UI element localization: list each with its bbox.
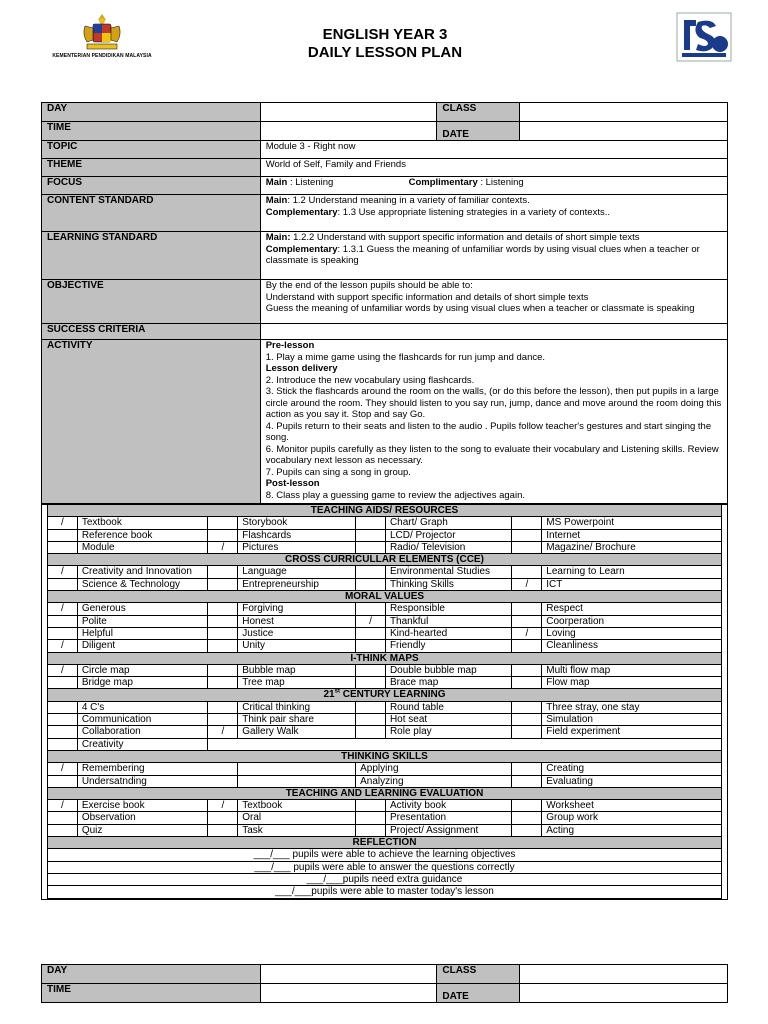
ministry-crest <box>52 12 152 62</box>
checklist-item-label: 4 C's <box>77 701 208 713</box>
century-title-text: CENTURY LEARNING <box>339 689 446 701</box>
checklist-item-label: Creating <box>542 763 722 775</box>
checkbox-cell[interactable] <box>356 726 386 738</box>
checkbox-cell[interactable] <box>356 517 386 529</box>
checkbox-cell[interactable]: / <box>208 800 238 812</box>
checkbox-cell[interactable] <box>356 714 386 726</box>
activity-step: 4. Pupils return to their seats and listen to the audio . Pupils follow teacher's gestures and start singing the song. <box>265 420 712 443</box>
empty-cell <box>208 738 722 750</box>
checklist-row <box>48 517 722 529</box>
theme-value: World of Self, Family and Friends <box>260 159 727 177</box>
checklist-row <box>48 640 722 652</box>
checklist-item-label: Remembering <box>77 763 237 775</box>
day-label: DAY <box>42 103 261 122</box>
checkbox-cell[interactable] <box>356 824 386 836</box>
checklist-item-label: Undersatnding <box>77 775 237 787</box>
activity-value <box>260 340 727 505</box>
content-standard-value <box>260 195 727 232</box>
focus-main-label: Main <box>265 177 288 188</box>
checkbox-cell[interactable] <box>48 529 78 541</box>
checklist-item-label: Tree map <box>238 677 356 689</box>
objective-value <box>260 280 727 324</box>
next-lesson-info-table <box>41 964 728 1003</box>
checklist-item-label: Gallery Walk <box>238 726 356 738</box>
time-label: TIME <box>42 984 261 1003</box>
checklist-item-label: Flow map <box>542 677 722 689</box>
checklist-item-label: Polite <box>77 615 208 627</box>
day-value <box>260 965 437 984</box>
checkbox-cell[interactable] <box>512 701 542 713</box>
checklist-row <box>48 824 722 836</box>
checkbox-cell[interactable] <box>512 775 542 787</box>
checklist-item-label: Friendly <box>385 640 512 652</box>
checklist-item-label: Communication <box>77 714 208 726</box>
checklist-item-label: Magazine/ Brochure <box>542 541 722 553</box>
activity-step: 7. Pupils can sing a song in group. <box>265 466 411 478</box>
topic-label: TOPIC <box>42 141 261 159</box>
checkbox-cell[interactable] <box>208 824 238 836</box>
checklist-item-label: Role play <box>385 726 512 738</box>
page-header <box>0 0 768 100</box>
checkbox-cell[interactable] <box>48 541 78 553</box>
checklist-item-label: Think pair share <box>238 714 356 726</box>
reflection-row <box>48 886 722 898</box>
class-label: CLASS <box>437 965 520 984</box>
learning-standard-label: LEARNING STANDARD <box>42 232 261 280</box>
checklist-item-label: Science & Technology <box>77 578 208 590</box>
section-title-reflection: REFLECTION <box>48 837 722 849</box>
checklist-item-label: Honest <box>238 615 356 627</box>
checklist-row <box>48 578 722 590</box>
section-title-teaching-aids: TEACHING AIDS/ RESOURCES <box>48 505 722 517</box>
reflection-line[interactable]: ___/___pupils were able to master today's lesson <box>48 886 722 898</box>
checkbox-cell[interactable] <box>512 517 542 529</box>
date-label: DATE <box>437 122 520 141</box>
reflection-line[interactable]: ___/___ pupils were able to achieve the learning objectives <box>48 849 722 861</box>
coat-of-arms-icon <box>79 12 125 52</box>
time-value <box>260 122 437 141</box>
checkbox-cell[interactable]: / <box>48 566 78 578</box>
checklist-item-label: Double bubble map <box>385 664 512 676</box>
checklist-item-label: Applying <box>356 763 512 775</box>
checklist-item-label: Oral <box>238 812 356 824</box>
checklist-item-label: Worksheet <box>542 800 722 812</box>
checkbox-cell[interactable] <box>356 664 386 676</box>
checkbox-cell[interactable] <box>512 615 542 627</box>
checklist-item-label: Module <box>77 541 208 553</box>
checkbox-cell[interactable]: / <box>356 615 386 627</box>
focus-value <box>260 177 727 195</box>
century-title-suffix: st <box>334 689 340 696</box>
checklist-item-label: Bubble map <box>238 664 356 676</box>
checkbox-cell[interactable]: / <box>48 640 78 652</box>
checkbox-cell[interactable] <box>208 677 238 689</box>
checklist-item-label: Chart/ Graph <box>385 517 512 529</box>
checkbox-cell[interactable] <box>208 603 238 615</box>
ministry-name: KEMENTERIAN PENDIDIKAN MALAYSIA <box>52 53 152 59</box>
checklist-item-label: Multi flow map <box>542 664 722 676</box>
checklist-item-label: Helpful <box>77 627 208 639</box>
date-value <box>520 984 728 1003</box>
checkbox-cell[interactable]: / <box>48 763 78 775</box>
checkbox-cell[interactable] <box>356 800 386 812</box>
checkbox-cell[interactable] <box>356 677 386 689</box>
checkbox-cell[interactable] <box>512 763 542 775</box>
reflection-row <box>48 873 722 885</box>
checklist-item-label: Activity book <box>385 800 512 812</box>
checklist-table <box>47 504 722 899</box>
section-title-ithink-maps: I-THINK MAPS <box>48 652 722 664</box>
activity-step: 1. Play a mime game using the flashcards for run jump and dance. <box>265 351 546 363</box>
checklist-item-label: Textbook <box>238 800 356 812</box>
activity-step: 3. Stick the flashcards around the room on the walls, (or do this before the lesson), then put pupils in a large circle around the room. They should listen to you say run, jump, dance and move around the room doing this action as you say it. Stop and say Go. <box>265 386 722 420</box>
class-label: CLASS <box>437 103 520 122</box>
checkbox-cell[interactable] <box>48 775 78 787</box>
checklist-item-label: Pictures <box>238 541 356 553</box>
checkbox-cell[interactable] <box>48 627 78 639</box>
checkbox-cell[interactable]: / <box>48 800 78 812</box>
checklist-item-label: Learning to Learn <box>542 566 722 578</box>
learning-comp-label: Complementary <box>265 243 338 255</box>
checkbox-cell[interactable] <box>356 627 386 639</box>
checkbox-cell[interactable]: / <box>512 578 542 590</box>
day-label: DAY <box>42 965 261 984</box>
content-main-value: : 1.2 Understand meaning in a variety of familiar contexts. <box>287 195 530 206</box>
checklist-item-label: Kind-hearted <box>385 627 512 639</box>
checklist-item-label: Textbook <box>77 517 208 529</box>
checkbox-cell[interactable] <box>512 726 542 738</box>
checkbox-cell[interactable] <box>238 763 356 775</box>
checklist-item-label: Project/ Assignment <box>385 824 512 836</box>
content-comp-label: Complementary <box>265 206 338 218</box>
checklist-item-label: Reference book <box>77 529 208 541</box>
time-label: TIME <box>42 122 261 141</box>
activity-step: 2. Introduce the new vocabulary using flashcards. <box>265 374 475 386</box>
checklist-item-label: Three stray, one stay <box>542 701 722 713</box>
checklist-item-label: Collaboration <box>77 726 208 738</box>
section-title-evaluation: TEACHING AND LEARNING EVALUATION <box>48 787 722 799</box>
checklist-item-label: Quiz <box>77 824 208 836</box>
checkbox-cell[interactable] <box>208 517 238 529</box>
checklist-row <box>48 541 722 553</box>
checklist-item-label: Entrepreneurship <box>238 578 356 590</box>
checklist-item-label: Creativity <box>77 738 208 750</box>
checklist-item-label: Circle map <box>77 664 208 676</box>
checklist-item-label: Round table <box>385 701 512 713</box>
checkbox-cell[interactable] <box>48 578 78 590</box>
checkbox-cell[interactable] <box>208 627 238 639</box>
checkbox-cell[interactable] <box>208 701 238 713</box>
checklist-item-label: Simulation <box>542 714 722 726</box>
checkbox-cell[interactable]: / <box>208 726 238 738</box>
section-title-cce: CROSS CURRICULLAR ELEMENTS (CCE) <box>48 554 722 566</box>
checkbox-cell[interactable] <box>512 541 542 553</box>
checklist-item-label: Coorperation <box>542 615 722 627</box>
checklist-item-label: Thankful <box>385 615 512 627</box>
reflection-row <box>48 849 722 861</box>
checkbox-cell[interactable]: / <box>48 603 78 615</box>
checklist-item-label: LCD/ Projector <box>385 529 512 541</box>
topic-value: Module 3 - Right now <box>260 141 727 159</box>
focus-comp-label: Complimentary <box>408 177 478 188</box>
checkbox-cell[interactable] <box>48 714 78 726</box>
checklist-panel <box>41 503 728 900</box>
checkbox-cell[interactable] <box>512 603 542 615</box>
day-value <box>260 103 437 122</box>
checklist-item-label: Loving <box>542 627 722 639</box>
school-logo-icon <box>676 12 732 62</box>
lesson-info-table <box>41 102 728 505</box>
activity-step: 6. Monitor pupils carefully as they listen to the song to evaluate their vocabulary and Listening skills. Review vocabulary next lesson as necessary. <box>265 443 719 466</box>
checklist-row <box>48 664 722 676</box>
checkbox-cell[interactable] <box>208 566 238 578</box>
checkbox-cell[interactable] <box>208 714 238 726</box>
reflection-row <box>48 861 722 873</box>
time-value <box>260 984 437 1003</box>
learning-main-value: 1.2.2 Understand with support specific information and details of short simple texts <box>290 232 640 243</box>
objective-line: Guess the meaning of unfamiliar words by using visual clues when a teacher or classmate is speaking <box>265 303 695 314</box>
checklist-item-label: Cleanliness <box>542 640 722 652</box>
reflection-line[interactable]: ___/___ pupils were able to answer the questions correctly <box>48 861 722 873</box>
checkbox-cell[interactable] <box>356 529 386 541</box>
checkbox-cell[interactable] <box>208 640 238 652</box>
class-value <box>520 965 728 984</box>
section-title-moral-values: MORAL VALUES <box>48 591 722 603</box>
checklist-item-label: Brace map <box>385 677 512 689</box>
checklist-item-label: Thinking Skills <box>385 578 512 590</box>
checkbox-cell[interactable]: / <box>48 664 78 676</box>
checklist-item-label: Field experiment <box>542 726 722 738</box>
checkbox-cell[interactable] <box>512 714 542 726</box>
theme-label: THEME <box>42 159 261 177</box>
section-title-thinking-skills: THINKING SKILLS <box>48 750 722 762</box>
checkbox-cell[interactable]: / <box>208 541 238 553</box>
checkbox-cell[interactable] <box>48 738 78 750</box>
content-comp-value: : 1.3 Use appropriate listening strategies in a variety of contexts.. <box>337 206 610 218</box>
checklist-row <box>48 763 722 775</box>
focus-main-value: : Listening <box>287 177 334 188</box>
checklist-item-label: Critical thinking <box>238 701 356 713</box>
success-criteria-value <box>260 324 727 340</box>
success-criteria-label: SUCCESS CRITERIA <box>42 324 261 340</box>
checkbox-cell[interactable] <box>512 677 542 689</box>
objective-line: By the end of the lesson pupils should be able to: <box>265 280 473 291</box>
checklist-row <box>48 701 722 713</box>
checkbox-cell[interactable] <box>208 664 238 676</box>
checklist-row <box>48 627 722 639</box>
class-value <box>520 103 728 122</box>
checkbox-cell[interactable] <box>512 566 542 578</box>
checklist-item-label: Analyzing <box>356 775 512 787</box>
checklist-item-label: Diligent <box>77 640 208 652</box>
checkbox-cell[interactable] <box>356 603 386 615</box>
checkbox-cell[interactable] <box>356 640 386 652</box>
checkbox-cell[interactable] <box>512 812 542 824</box>
post-lesson-heading: Post-lesson <box>265 478 320 489</box>
century-title-number: 21 <box>323 689 335 701</box>
objective-line: Understand with support specific information and details of short simple texts <box>265 291 589 303</box>
date-label: DATE <box>437 984 520 1003</box>
lesson-delivery-heading: Lesson delivery <box>265 363 338 374</box>
checklist-item-label: Bridge map <box>77 677 208 689</box>
checkbox-cell[interactable] <box>356 566 386 578</box>
checkbox-cell[interactable] <box>208 529 238 541</box>
checkbox-cell[interactable] <box>356 812 386 824</box>
checklist-row <box>48 738 722 750</box>
checklist-row <box>48 603 722 615</box>
focus-label: FOCUS <box>42 177 261 195</box>
checklist-row <box>48 726 722 738</box>
checkbox-cell[interactable] <box>48 615 78 627</box>
content-main-label: Main <box>265 195 288 206</box>
checklist-row <box>48 812 722 824</box>
checkbox-cell[interactable] <box>208 615 238 627</box>
checklist-item-label: Exercise book <box>77 800 208 812</box>
checkbox-cell[interactable] <box>356 578 386 590</box>
reflection-line[interactable]: ___/___pupils need extra guidance <box>48 873 722 885</box>
checklist-row <box>48 775 722 787</box>
checkbox-cell[interactable] <box>48 677 78 689</box>
learning-main-label: Main: <box>265 232 291 243</box>
checkbox-cell[interactable] <box>48 726 78 738</box>
checkbox-cell[interactable] <box>238 775 356 787</box>
page-title <box>230 26 540 62</box>
checklist-item-label: Observation <box>77 812 208 824</box>
title-line-1: ENGLISH YEAR 3 <box>322 26 448 43</box>
checkbox-cell[interactable] <box>208 578 238 590</box>
checkbox-cell[interactable] <box>512 640 542 652</box>
checklist-row <box>48 677 722 689</box>
checklist-item-label: Presentation <box>385 812 512 824</box>
learning-standard-value <box>260 232 727 280</box>
checkbox-cell[interactable] <box>512 664 542 676</box>
checklist-item-label: Internet <box>542 529 722 541</box>
checklist-item-label: Respect <box>542 603 722 615</box>
checkbox-cell[interactable] <box>512 529 542 541</box>
content-standard-label: CONTENT STANDARD <box>42 195 261 232</box>
checkbox-cell[interactable] <box>48 701 78 713</box>
checklist-item-label: Creativity and Innovation <box>77 566 208 578</box>
checkbox-cell[interactable] <box>48 824 78 836</box>
section-title-21st-century <box>48 689 722 701</box>
objective-label: OBJECTIVE <box>42 280 261 324</box>
activity-label: ACTIVITY <box>42 340 261 505</box>
date-value <box>520 122 728 141</box>
checkbox-cell[interactable]: / <box>512 627 542 639</box>
checklist-row <box>48 529 722 541</box>
checklist-item-label: Forgiving <box>238 603 356 615</box>
checklist-item-label: Environmental Studies <box>385 566 512 578</box>
checklist-item-label: Acting <box>542 824 722 836</box>
checkbox-cell[interactable] <box>208 812 238 824</box>
pre-lesson-heading: Pre-lesson <box>265 340 315 351</box>
checkbox-cell[interactable]: / <box>48 517 78 529</box>
checklist-item-label: Evaluating <box>542 775 722 787</box>
checklist-item-label: ICT <box>542 578 722 590</box>
checkbox-cell[interactable] <box>512 800 542 812</box>
checklist-item-label: Responsible <box>385 603 512 615</box>
checkbox-cell[interactable] <box>512 824 542 836</box>
checklist-row <box>48 566 722 578</box>
checklist-item-label: Hot seat <box>385 714 512 726</box>
checklist-item-label: Task <box>238 824 356 836</box>
checklist-row <box>48 800 722 812</box>
checklist-item-label: Storybook <box>238 517 356 529</box>
learning-comp-value: : 1.3.1 Guess the meaning of unfamiliar words by using visual clues when a teacher or classmate is speaking <box>265 243 700 266</box>
checkbox-cell[interactable] <box>356 701 386 713</box>
anniversary-logo <box>676 12 732 62</box>
checklist-item-label: Radio/ Television <box>385 541 512 553</box>
checklist-item-label: Language <box>238 566 356 578</box>
title-line-2: DAILY LESSON PLAN <box>307 44 463 61</box>
checklist-item-label: MS Powerpoint <box>542 517 722 529</box>
checklist-item-label: Justice <box>238 627 356 639</box>
checkbox-cell[interactable] <box>48 812 78 824</box>
checklist-item-label: Flashcards <box>238 529 356 541</box>
checklist-item-label: Group work <box>542 812 722 824</box>
focus-comp-value: : Listening <box>477 177 524 188</box>
activity-step: 8. Class play a guessing game to review the adjectives again. <box>265 489 525 501</box>
checklist-item-label: Unity <box>238 640 356 652</box>
checklist-item-label: Generous <box>77 603 208 615</box>
checklist-row <box>48 615 722 627</box>
checklist-row <box>48 714 722 726</box>
checkbox-cell[interactable] <box>356 541 386 553</box>
